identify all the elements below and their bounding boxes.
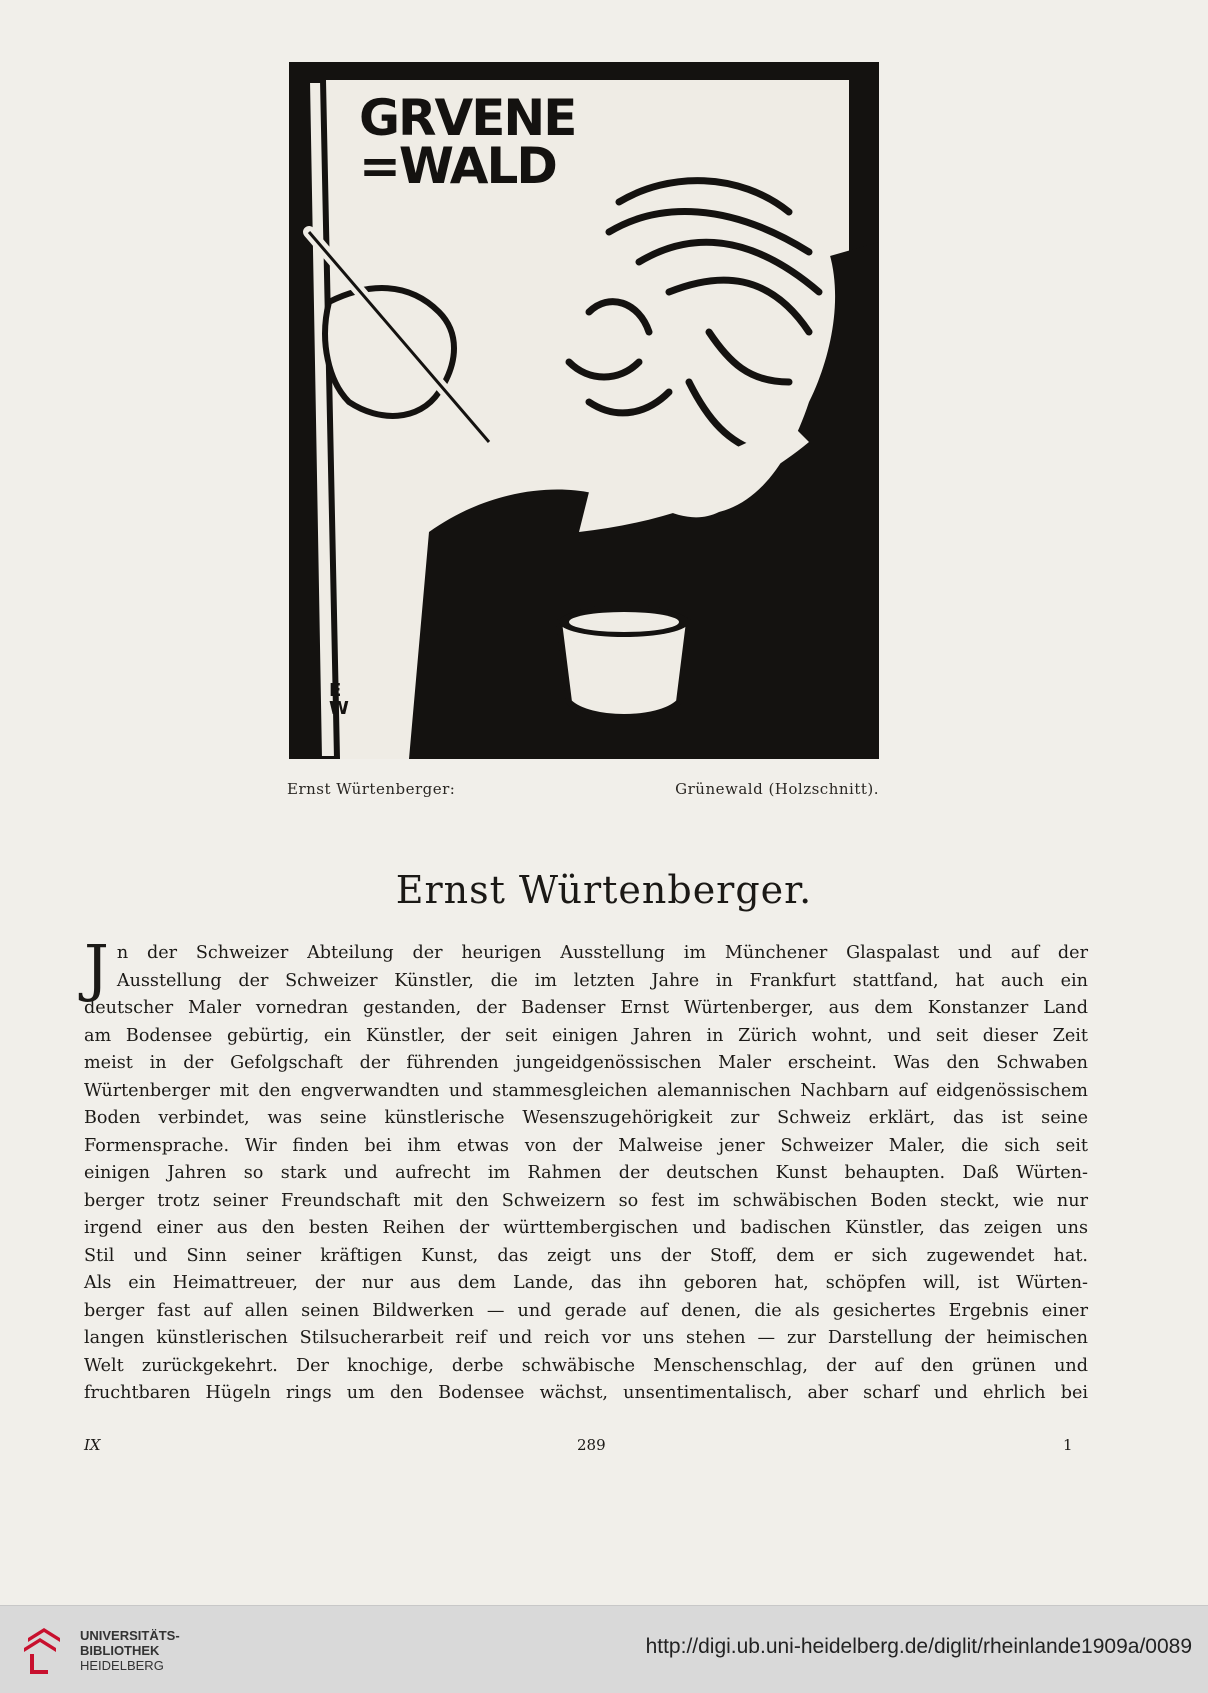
monogram-e: E [329, 680, 342, 701]
page-number: 289 [577, 1436, 606, 1454]
woodcut-monogram [329, 682, 349, 718]
body-line: am Bodensee gebürtig, ein Künstler, der seit einigen Jahren in Zürich wohnt, und seit dieser Zeit [84, 1025, 1088, 1046]
library-footer-bar [0, 1605, 1208, 1693]
caption-title: Grünewald (Holzschnitt). [675, 780, 879, 798]
body-line: fruchtbaren Hügeln rings um den Bodensee wächst, unsentimentalisch, aber scharf und ehrlich bei [84, 1383, 1088, 1403]
sheet-number: 1 [1063, 1436, 1073, 1454]
body-line: n der Schweizer Abteilung der heurigen Ausstellung im Münchener Glaspalast und auf der [116, 943, 1088, 963]
signature-mark: IX [84, 1436, 101, 1454]
monogram-w: W [329, 698, 349, 719]
caption-artist: Ernst Würtenberger: [287, 780, 456, 798]
body-line: Als ein Heimattreuer, der nur aus dem Lande, das ihn geboren hat, schöpfen will, ist Würten- [84, 1273, 1088, 1293]
body-line: irgend einer aus den besten Reihen der württembergischen und badischen Künstler, das zeigen uns [84, 1218, 1088, 1238]
body-line: langen künstlerischen Stilsucherarbeit reif und reich vor uns stehen — zur Darstellung der heimischen [84, 1328, 1088, 1348]
library-name[interactable] [80, 1628, 180, 1673]
heidelberg-library-logo-icon[interactable] [20, 1624, 70, 1676]
body-line: Würtenberger mit den engverwandten und stammesgleichen alemannischen Nachbarn auf eidgenössischem [84, 1080, 1088, 1101]
body-line: berger fast auf allen seinen Bildwerken — und gerade auf denen, die als gesichertes Ergebnis einer [84, 1300, 1088, 1321]
library-name-line-3: HEIDELBERG [80, 1658, 164, 1673]
article-body [84, 931, 1088, 1408]
woodcut-title-line-2: =WALD [359, 137, 556, 195]
body-line: Ausstellung der Schweizer Künstler, die im letzten Jahre in Frankfurt stattfand, hat auch ein [116, 970, 1088, 991]
library-name-line-2: BIBLIOTHEK [80, 1643, 160, 1658]
body-line: Boden verbindet, was seine künstlerische Wesenszugehörigkeit zur Schweiz erklärt, das ist seine [84, 1108, 1088, 1128]
body-line: Formensprache. Wir finden bei ihm etwas von der Malweise jener Schweizer Maler, die sich seit [84, 1135, 1088, 1156]
body-line: Welt zurückgekehrt. Der knochige, derbe schwäbische Menschenschlag, der auf den grünen und [84, 1355, 1088, 1376]
permalink-url[interactable]: http://digi.ub.uni-heidelberg.de/diglit/rheinlande1909a/0089 [645, 1635, 1192, 1658]
body-line: einigen Jahren so stark und aufrecht im Rahmen der deutschen Kunst behaupten. Daß Würten- [84, 1163, 1088, 1183]
woodcut-illustration [289, 62, 879, 759]
body-line: deutscher Maler vornedran gestanden, der Badenser Ernst Würtenberger, aus dem Konstanzer Land [84, 998, 1088, 1018]
drop-cap: J [84, 931, 109, 1004]
library-name-line-1: UNIVERSITÄTS- [80, 1628, 180, 1643]
woodcut-title-line-1: GRVENE [359, 89, 576, 147]
article-heading: Ernst Würtenberger. [395, 868, 813, 912]
body-line: meist in der Gefolgschaft der führenden jungeidgenössischen Maler erscheint. Was den Schwaben [84, 1053, 1088, 1073]
body-line: Stil und Sinn seiner kräftigen Kunst, das zeigt uns der Stoff, dem er sich zugewendet hat. [84, 1245, 1088, 1266]
body-line: berger trotz seiner Freundschaft mit den Schweizern so fest im schwäbischen Boden steckt, wie nur [84, 1190, 1088, 1211]
woodcut-title [359, 89, 576, 195]
